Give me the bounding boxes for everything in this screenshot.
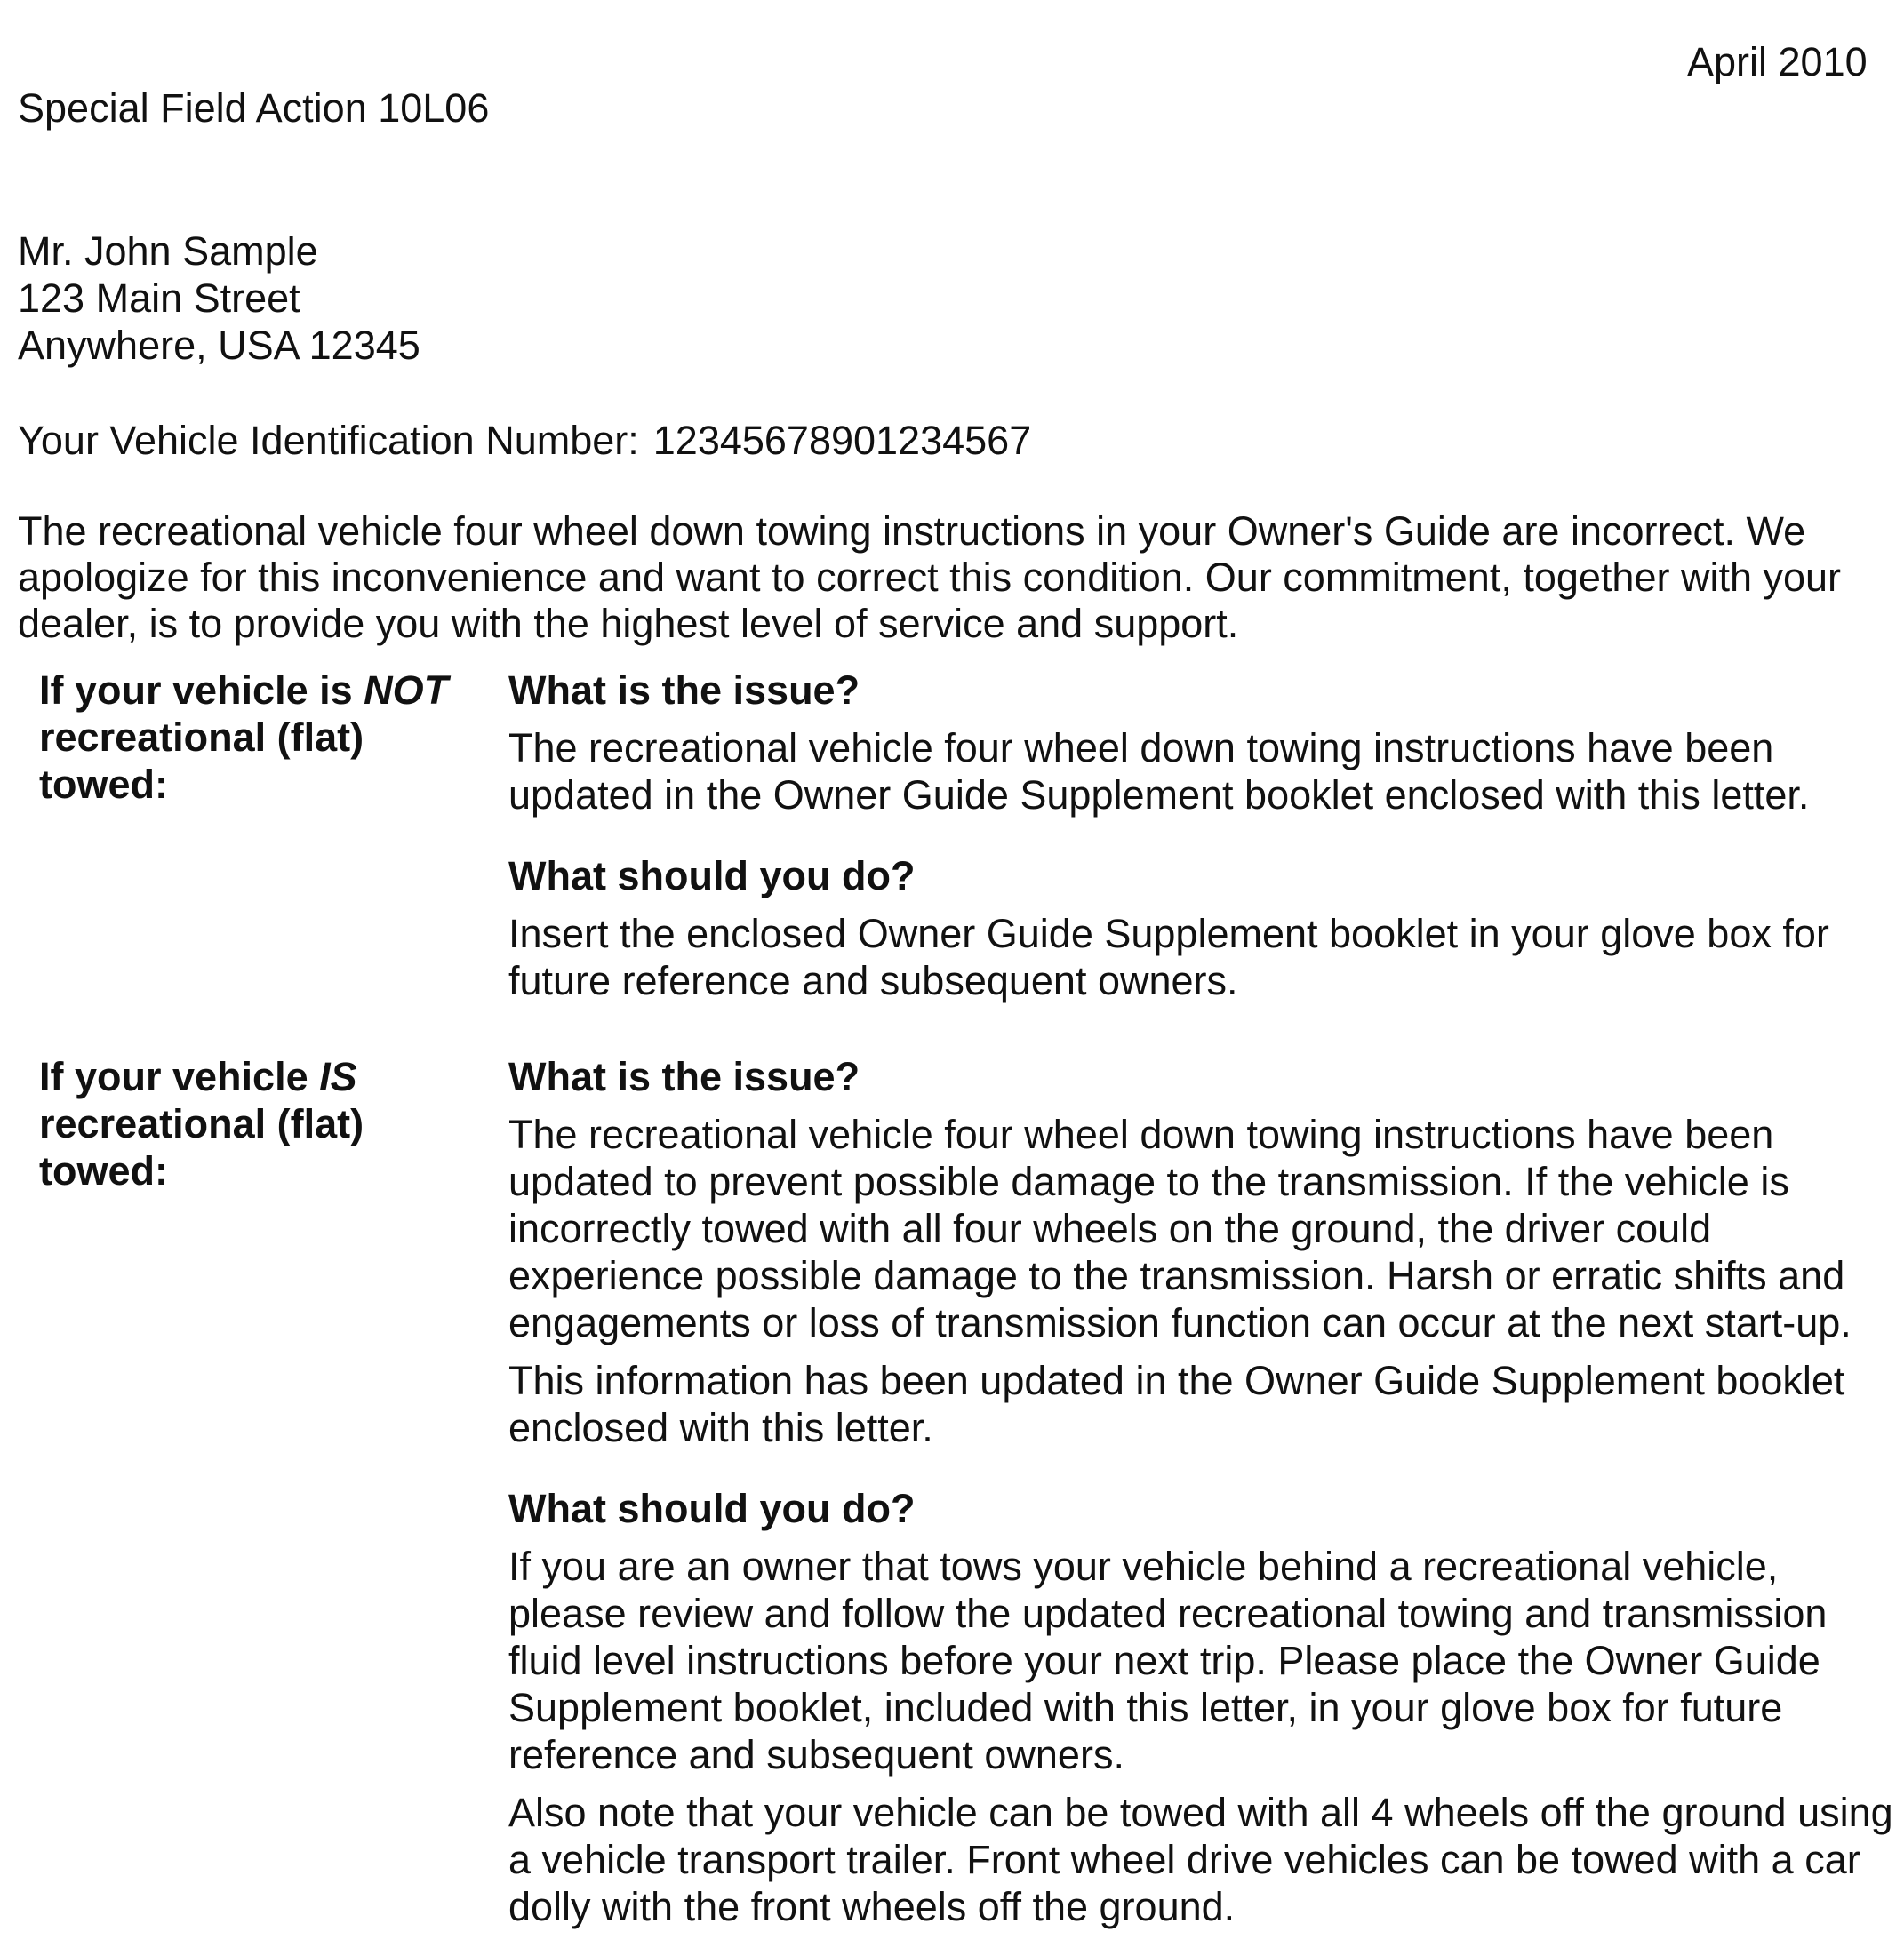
vin-value: 12345678901234567 — [652, 418, 1032, 463]
action-paragraph: Insert the enclosed Owner Guide Supplement booklet in your glove box for future reference and subsequent owners. — [508, 911, 1829, 1003]
intro-paragraph: The recreational vehicle four wheel down towing instructions in your Owner's Guide are incorrect. We apologize for this inconvenience and want to correct this condition. Our commitment, together with your dealer, is to provide you with the highest level of service and support. — [18, 508, 1842, 646]
section-label-emph: IS — [319, 1054, 357, 1099]
vin-label: Your Vehicle Identification Number: — [18, 418, 639, 463]
section-label-emph: NOT — [364, 667, 449, 713]
issue-heading: What is the issue? — [508, 1054, 860, 1099]
issue-paragraph: The recreational vehicle four wheel down towing instructions have been updated in the Owner Guide Supplement booklet enclosed with this letter. — [508, 725, 1810, 818]
section-label-is-towed — [39, 1053, 501, 1194]
recipient-address — [18, 228, 420, 369]
section-label-not-towed — [39, 667, 501, 808]
section-body-not-towed — [508, 667, 1895, 1004]
vin-line — [18, 418, 1031, 464]
issue-paragraph: The recreational vehicle four wheel down towing instructions have been updated to prevent possible damage to the transmission. If the vehicle is incorrectly towed with all four wheels on the ground, the driver could experience possible damage to the transmission. Harsh or erratic shifts and engagements or loss of transmission function can occur at the next start-up. — [508, 1112, 1852, 1345]
recipient-street: 123 Main Street — [18, 275, 300, 321]
action-heading: What should you do? — [508, 853, 916, 898]
recipient-name: Mr. John Sample — [18, 228, 318, 274]
section-body-is-towed — [508, 1053, 1895, 1930]
field-action-title: Special Field Action 10L06 — [18, 85, 490, 131]
recipient-city: Anywhere, USA 12345 — [18, 323, 420, 368]
section-label-pre: If your vehicle is — [39, 667, 364, 713]
section-label-post: recreational (flat) towed: — [39, 1101, 364, 1194]
action-heading: What should you do? — [508, 1486, 916, 1531]
issue-paragraph: This information has been updated in the Owner Guide Supplement booklet enclosed with this letter. — [508, 1358, 1845, 1450]
action-paragraph: Also note that your vehicle can be towed with all 4 wheels off the ground using a vehicle transport trailer. Front wheel drive vehicles can be towed with a car dolly with the front wheels off the ground. — [508, 1790, 1893, 1929]
section-label-pre: If your vehicle — [39, 1054, 320, 1099]
section-label-post: recreational (flat) towed: — [39, 715, 364, 807]
letter-date: April 2010 — [1687, 39, 1868, 84]
action-paragraph: If you are an owner that tows your vehicle behind a recreational vehicle, please review and follow the updated recreational towing and transmission fluid level instructions before your next trip. Please place the Owner Guide Supplement booklet, included with this letter, in your glove box for future reference and subsequent owners. — [508, 1544, 1828, 1777]
issue-heading: What is the issue? — [508, 667, 860, 713]
